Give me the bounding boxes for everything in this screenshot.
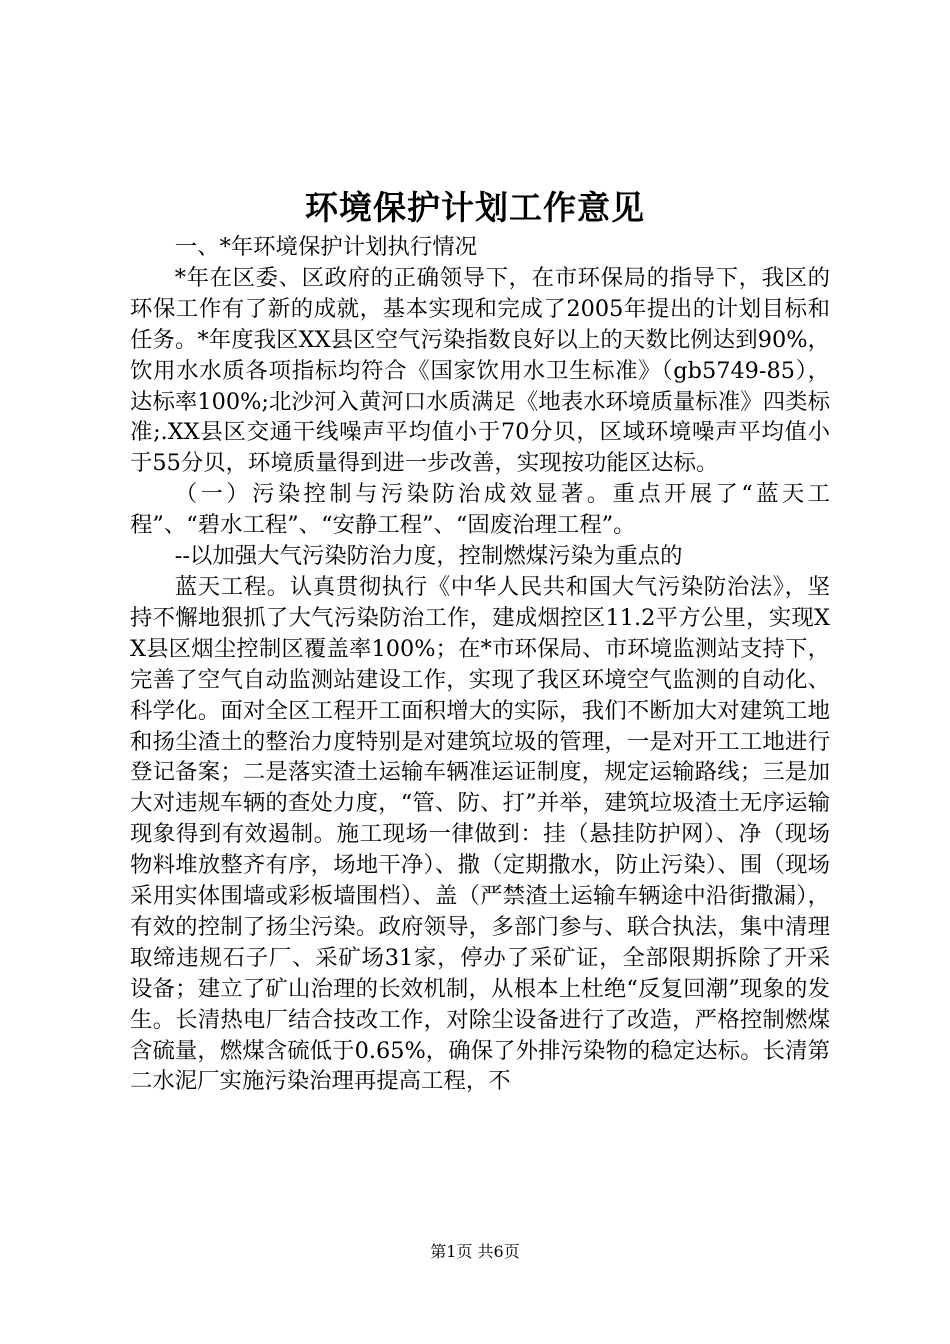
paragraph: 蓝天工程。认真贯彻执行《中华人民共和国大气污染防治法》，坚持不懈地狠抓了大气污染防治工作，建成烟控区11.2平方公里，实现XX县区烟尘控制区覆盖率100%；在*市环保局、市环境监测站支持下，完善了空气自动监测站建设工作，实现了我区环境空气监测的自动化、科学化。面对全区工程开工面积增大的实际，我们不断加大对建筑工地和扬尘渣土的整治力度特别是对建筑垃圾的管理，一是对开工工地进行登记备案；二是落实渣土运输车辆准运证制度，规定运输路线；三是加大对违规车辆的查处力度，“管、防、打”并举，建筑垃圾渣土无序运输现象得到有效遏制。施工现场一律做到：挂（悬挂防护网）、净（现场物料堆放整齐有序，场地干净）、撒（定期撒水，防止污染）、围（现场采用实体围墙或彩板墙围档）、盖（严禁渣土运输车辆途中沿街撒漏），有效的控制了扬尘污染。政府领导，多部门参与、联合执法，集中清理取缔违规石子厂、采矿场31家，停办了采矿证，全部限期拆除了开采设备；建立了矿山治理的长效机制，从根本上杜绝“反复回潮”现象的发生。长清热电厂结合技改工作，对除尘设备进行了改造，严格控制燃煤含硫量，燃煤含硫低于0.65%，确保了外排污染物的稳定达标。长清第二水泥厂实施污染治理再提高工程，不	[130, 573, 830, 1095]
paragraph: *年在区委、区政府的正确领导下，在市环保局的指导下，我区的环保工作有了新的成就，基本实现和完成了2005年提出的计划目标和任务。*年度我区XX县区空气污染指数良好以上的天数比例达到90%，饮用水水质各项指标均符合《国家饮用水卫生标准》（gb5749-85），达标率100%;北沙河入黄河口水质满足《地表水环境质量标准》四类标准;.XX县区交通干线噪声平均值小于70分贝，区域环境噪声平均值小于55分贝，环境质量得到进一步改善，实现按功能区达标。	[130, 264, 830, 477]
section-heading: 一、*年环境保护计划执行情况	[174, 234, 478, 260]
document-title: 环境保护计划工作意见	[305, 188, 645, 227]
paragraph: --以加强大气污染防治力度，控制燃煤污染为重点的	[174, 543, 683, 570]
page-footer: 第1页 共6页	[430, 1242, 520, 1261]
paragraph: （一）污染控制与污染防治成效显著。重点开展了“蓝天工程”、“碧水工程”、“安静工程”、“固废治理工程”。	[130, 481, 830, 539]
document-body	[130, 232, 830, 1097]
